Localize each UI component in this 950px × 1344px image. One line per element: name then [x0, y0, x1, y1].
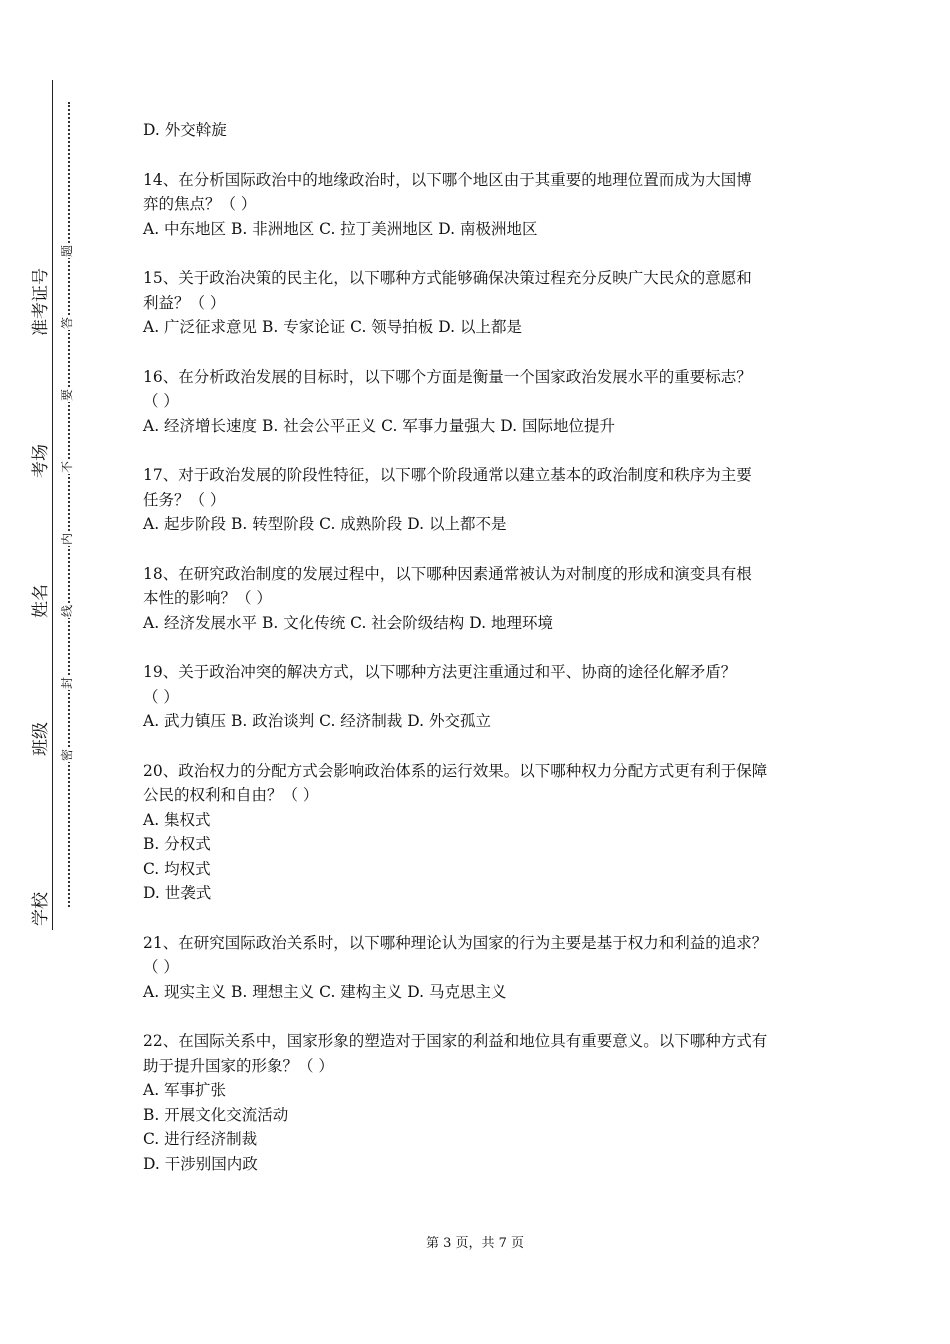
question-stem-line: 21、在研究国际政治关系时，以下哪种理论认为国家的行为主要是基于权力和利益的追求？	[143, 933, 768, 952]
question-13-tail	[143, 118, 813, 143]
seal-char-feng: 封	[60, 677, 74, 690]
question-content	[143, 118, 813, 1201]
question-15	[143, 266, 813, 340]
question-stem-line: 本性的影响？（ ）	[143, 589, 272, 607]
seal-char-nei: 内	[60, 533, 74, 546]
option-line: A. 集权式	[143, 810, 211, 829]
question-22	[143, 1029, 813, 1176]
option-line: D. 外交斡旋	[143, 121, 227, 139]
question-stem-line: （ ）	[143, 392, 179, 410]
binding-margin	[14, 80, 74, 930]
seal-dotted-line	[68, 102, 70, 907]
field-class: 班级	[30, 718, 52, 760]
binding-solid-line	[52, 80, 53, 930]
question-stem-line: （ ）	[143, 687, 179, 706]
option-line: A. 军事扩张	[143, 1081, 227, 1099]
field-exam-room: 考场	[30, 440, 52, 482]
option-line: A. 武力镇压 B. 政治谈判 C. 经济制裁 D. 外交孤立	[143, 712, 491, 730]
seal-char-xian: 线	[60, 605, 74, 618]
question-stem-line: 公民的权利和自由？（ ）	[143, 786, 319, 804]
question-stem-line: 15、关于政治决策的民主化，以下哪种方式能够确保决策过程充分反映广大民众的意愿和	[143, 269, 752, 287]
option-line: A. 经济发展水平 B. 文化传统 C. 社会阶级结构 D. 地理环境	[143, 613, 553, 632]
question-stem-line: 19、关于政治冲突的解决方式，以下哪种方法更注重通过和平、协商的途径化解矛盾？	[143, 663, 737, 681]
question-21	[143, 931, 813, 1005]
question-stem-line: 16、在分析政治发展的目标时，以下哪个方面是衡量一个国家政治发展水平的重要标志？	[143, 367, 752, 386]
field-name: 姓名	[30, 580, 52, 622]
seal-char-yao: 要	[60, 389, 74, 402]
option-line: D. 干涉别国内政	[143, 1154, 258, 1173]
question-stem-line: （ ）	[143, 958, 179, 976]
question-stem-line: 助于提升国家的形象？（ ）	[143, 1056, 334, 1075]
question-stem-line: 利益？（ ）	[143, 293, 226, 312]
question-stem-line: 18、在研究政治制度的发展过程中，以下哪种因素通常被认为对制度的形成和演变具有根	[143, 564, 752, 583]
question-stem-line: 20、政治权力的分配方式会影响政治体系的运行效果。以下哪种权力分配方式更有利于保障	[143, 761, 768, 780]
field-exam-id: 准考证号	[30, 298, 52, 340]
question-stem-line: 任务？（ ）	[143, 490, 226, 509]
option-line: A. 经济增长速度 B. 社会公平正义 C. 军事力量强大 D. 国际地位提升	[143, 416, 615, 435]
option-line: C. 进行经济制裁	[143, 1130, 258, 1148]
option-line: B. 开展文化交流活动	[143, 1105, 289, 1124]
page-number: 第 3 页，共 7 页	[425, 1236, 525, 1251]
option-line: A. 现实主义 B. 理想主义 C. 建构主义 D. 马克思主义	[143, 982, 507, 1001]
question-18	[143, 562, 813, 636]
option-line: C. 均权式	[143, 859, 211, 878]
question-17	[143, 463, 813, 537]
seal-char-mi: 密	[60, 749, 74, 762]
option-line: D. 世袭式	[143, 884, 212, 902]
option-line: A. 起步阶段 B. 转型阶段 C. 成熟阶段 D. 以上都不是	[143, 515, 507, 533]
question-19	[143, 660, 813, 734]
question-14	[143, 168, 813, 242]
question-20	[143, 759, 813, 906]
question-stem-line: 14、在分析国际政治中的地缘政治时，以下哪个地区由于其重要的地理位置而成为大国博	[143, 170, 752, 189]
seal-char-bu: 不	[60, 461, 74, 474]
question-stem-line: 22、在国际关系中，国家形象的塑造对于国家的利益和地位具有重要意义。以下哪种方式有	[143, 1032, 768, 1050]
question-stem-line: 弈的焦点？（ ）	[143, 195, 257, 213]
seal-char-ti: 题	[60, 245, 74, 258]
question-stem-line: 17、对于政治发展的阶段性特征，以下哪个阶段通常以建立基本的政治制度和秩序为主要	[143, 466, 752, 484]
option-line: B. 分权式	[143, 835, 211, 853]
option-line: A. 中东地区 B. 非洲地区 C. 拉丁美洲地区 D. 南极洲地区	[143, 219, 538, 238]
field-school: 学校	[30, 888, 52, 930]
question-16	[143, 365, 813, 439]
seal-char-da: 答	[60, 317, 74, 330]
option-line: A. 广泛征求意见 B. 专家论证 C. 领导拍板 D. 以上都是	[143, 318, 522, 336]
